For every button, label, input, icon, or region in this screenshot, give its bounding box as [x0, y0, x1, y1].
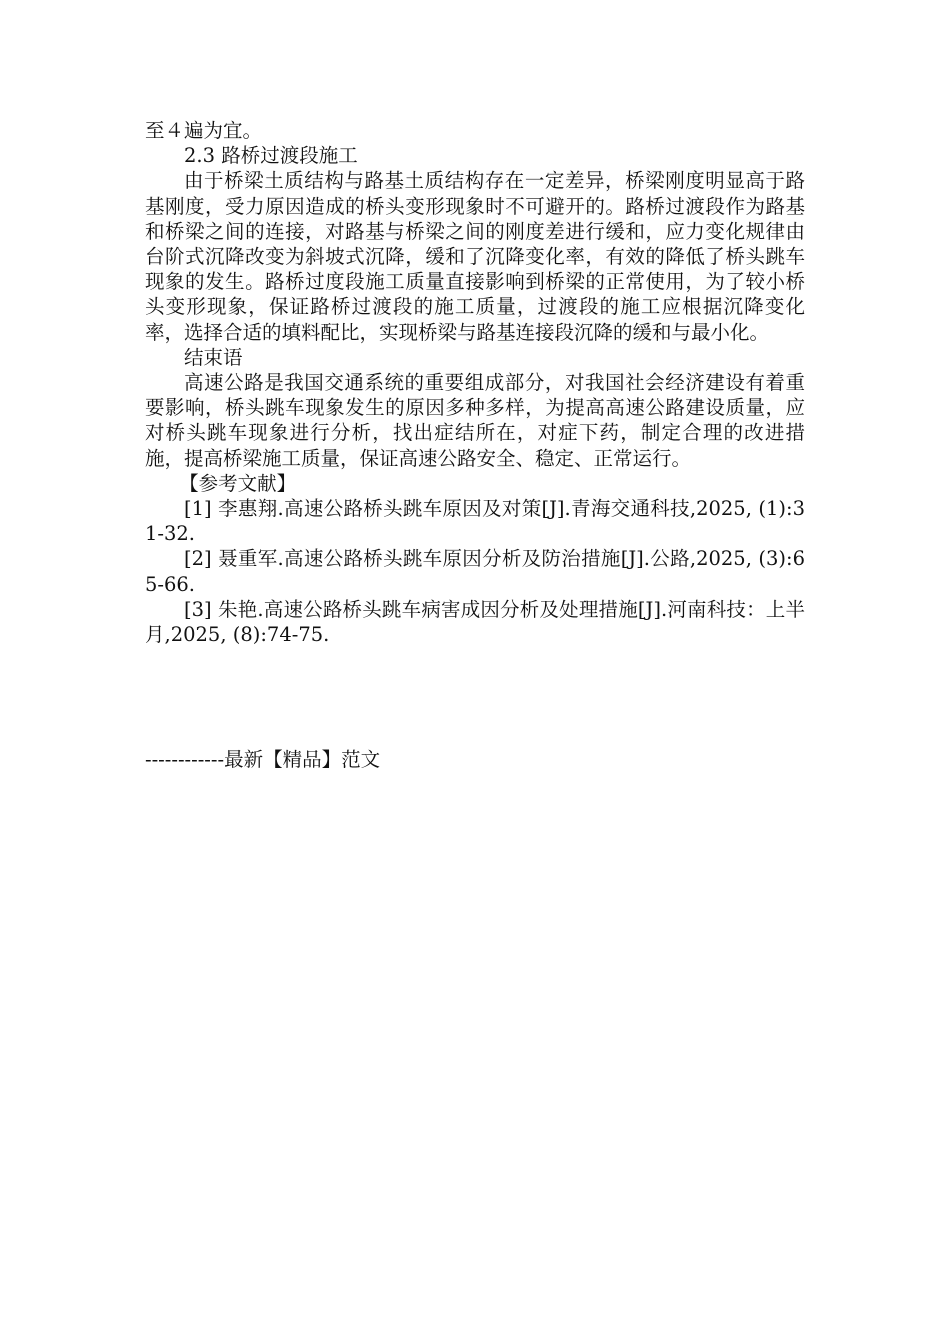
continuation-text: 至４遍为宜。 [145, 119, 263, 142]
section-heading: 2.3 路桥过渡段施工 [184, 144, 358, 168]
reference-item-1: [1] 李惠翔.高速公路桥头跳车原因及对策[J].青海交通科技,2025, (1):31-32. [145, 497, 805, 546]
conclusion-heading: 结束语 [184, 345, 243, 369]
document-body [145, 118, 805, 647]
conclusion-paragraph: 高速公路是我国交通系统的重要组成部分，对我国社会经济建设有着重要影响，桥头跳车现象发生的原因多种多样，为提高高速公路建设质量，应对桥头跳车现象进行分析，找出症结所在，对症下药，制定合理的改进措施，提高桥梁施工质量，保证高速公路安全、稳定、正常运行。 [145, 371, 805, 470]
footer-label: ------------最新【精品】范文 [145, 748, 381, 771]
reference-item-2: [2] 聂重军.高速公路桥头跳车原因分析及防治措施[J].公路,2025, (3):65-66. [145, 547, 805, 596]
section-paragraph: 由于桥梁土质结构与路基土质结构存在一定差异，桥梁刚度明显高于路基刚度，受力原因造成的桥头变形现象时不可避开的。路桥过渡段作为路基和桥梁之间的连接，对路基与桥梁之间的刚度差进行缓和，应力变化规律由台阶式沉降改变为斜坡式沉降，缓和了沉降变化率，有效的降低了桥头跳车现象的发生。路桥过度段施工质量直接影响到桥梁的正常使用，为了较小桥头变形现象，保证路桥过渡段的施工质量，过渡段的施工应根据沉降变化率，选择合适的填料配比，实现桥梁与路基连接段沉降的缓和与最小化。 [145, 169, 805, 344]
references-heading: 【参考文献】 [179, 471, 297, 495]
reference-item-3: [3] 朱艳.高速公路桥头跳车病害成因分析及处理措施[J].河南科技：上半月,2025, (8):74-75. [145, 597, 805, 647]
